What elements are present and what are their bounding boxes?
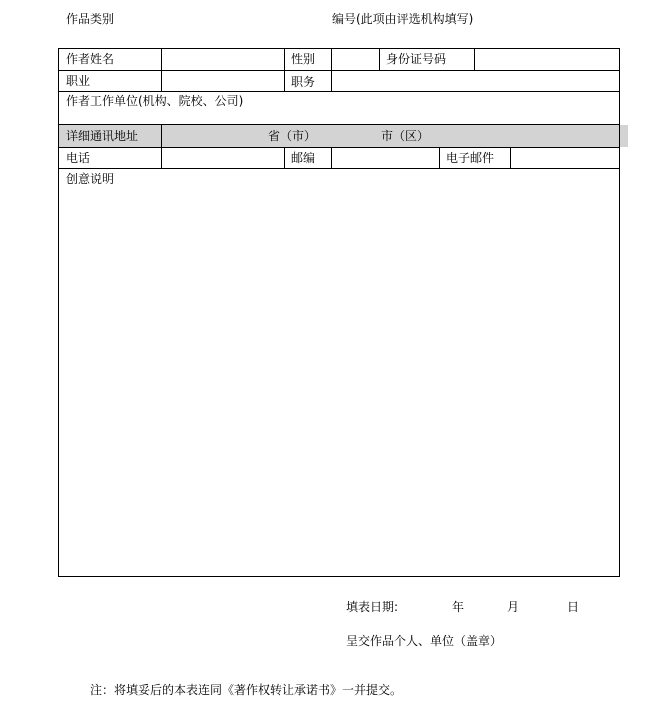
id-number-input[interactable] xyxy=(475,49,619,70)
province-label: 省（市） xyxy=(268,129,317,143)
phone-input[interactable] xyxy=(162,148,284,168)
author-name-label: 作者姓名 xyxy=(66,52,115,66)
work-unit-label: 作者工作单位(机构、院校、公司) xyxy=(66,94,244,108)
phone-label: 电话 xyxy=(66,151,91,165)
occupation-input[interactable] xyxy=(162,71,284,91)
idea-textarea[interactable] xyxy=(59,188,619,576)
author-name-input[interactable] xyxy=(162,49,284,70)
day-label: 日 xyxy=(567,600,580,614)
table-border-right xyxy=(619,48,620,576)
postcode-input[interactable] xyxy=(332,148,439,168)
category-label: 作品类别 xyxy=(66,12,115,26)
idea-label: 创意说明 xyxy=(66,172,115,186)
position-input[interactable] xyxy=(332,71,619,91)
submission-note: 注：将填妥后的本表连同《著作权转让承诺书》一并提交。 xyxy=(90,683,403,697)
gender-label: 性别 xyxy=(291,52,316,66)
postcode-label: 邮编 xyxy=(291,151,316,165)
id-number-label: 身份证号码 xyxy=(386,52,447,66)
address-label: 详细通讯地址 xyxy=(66,129,139,143)
position-label: 职务 xyxy=(291,75,316,89)
serial-label: 编号(此项由评选机构填写) xyxy=(332,12,474,26)
table-line xyxy=(58,168,620,169)
work-unit-input[interactable] xyxy=(59,108,619,124)
occupation-label: 职业 xyxy=(66,74,91,88)
month-label: 月 xyxy=(507,600,520,614)
city-label: 市（区） xyxy=(381,129,430,143)
email-label: 电子邮件 xyxy=(446,151,495,165)
year-label: 年 xyxy=(452,600,465,614)
email-input[interactable] xyxy=(511,148,619,168)
date-label: 填表日期: xyxy=(346,600,399,614)
seal-label: 呈交作品个人、单位（盖章） xyxy=(346,634,503,648)
gender-input[interactable] xyxy=(332,49,379,70)
address-input[interactable] xyxy=(162,125,619,147)
table-border-bottom xyxy=(58,576,620,577)
